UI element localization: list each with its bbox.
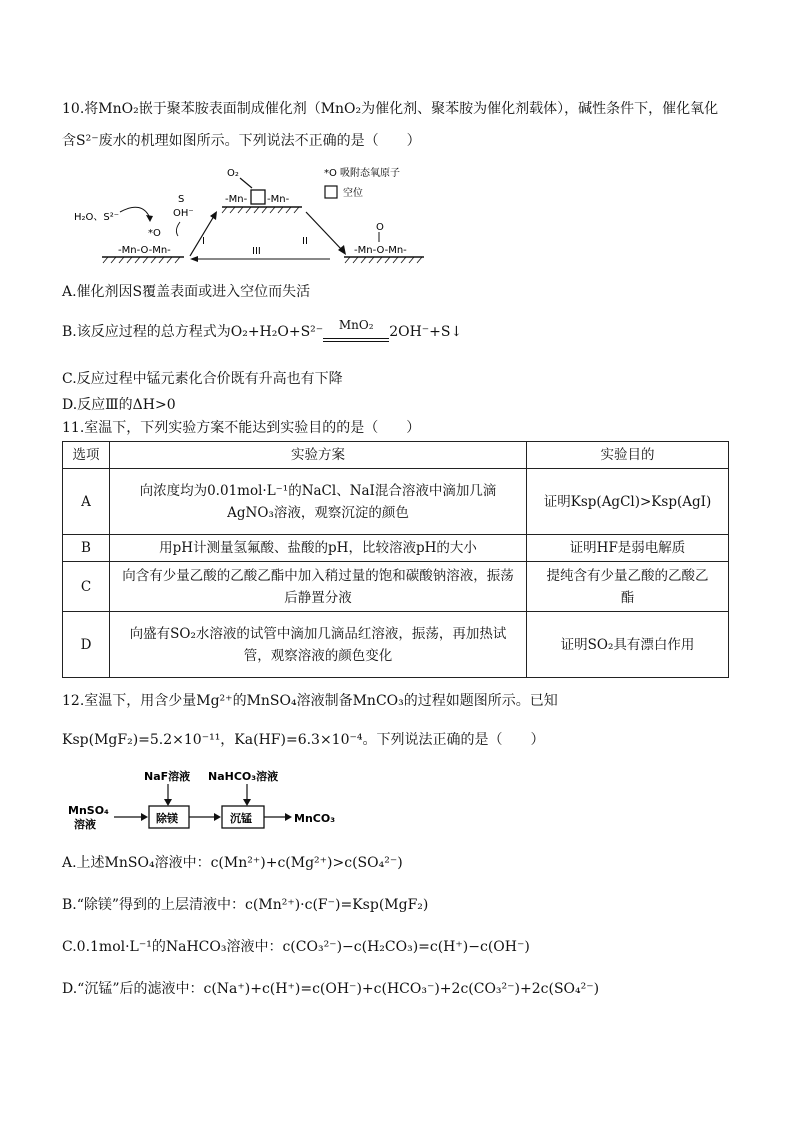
row-d-option: D (63, 612, 110, 678)
header-plan: 实验方案 (110, 442, 527, 469)
table-header-row (63, 442, 729, 469)
q10-o-atom: O (376, 222, 384, 233)
q10-site-right: -Mn-O-Mn- (354, 245, 407, 256)
q10-site-top-left: -Mn- (225, 194, 248, 205)
q12-option-b: B.“除镁”得到的上层清液中：c(Mn²⁺)·c(F⁻)=Ksp(MgF₂) (62, 897, 429, 913)
table-row (63, 562, 729, 612)
q12-box2-label: 沉锰 (230, 812, 252, 825)
row-a-plan-line1: 向浓度均为0.01mol·L⁻¹的NaCl、NaI混合溶液中滴加几滴 (139, 482, 497, 499)
q10-option-b-prefix: B.该反应过程的总方程式为O₂+H₂O+S²⁻ (62, 324, 324, 340)
q12-box1-label: 除镁 (156, 812, 178, 825)
row-c-plan-line1: 向含有少量乙酸的乙酸乙酯中加入稍过量的饱和碳酸钠溶液，振荡 (122, 567, 514, 584)
q10-legend-vacancy-square (325, 186, 337, 198)
q10-stem-line2: 含S²⁻废水的机理如图所示。下列说法不正确的是（ ） (62, 133, 421, 149)
row-a-goal (527, 469, 729, 535)
row-c-goal (527, 562, 729, 612)
header-option: 选项 (63, 442, 110, 469)
q11-experiment-table (62, 441, 729, 678)
q10-option-b-suffix: 2OH⁻+S↓ (389, 324, 463, 340)
q10-stem-line1: 10.将MnO₂嵌于聚苯胺表面制成催化剂（MnO₂为催化剂、聚苯胺为催化剂载体），碱性条件下，催化氧化 (62, 101, 719, 117)
q10-s-label: S (178, 194, 185, 205)
row-a-option: A (63, 469, 110, 535)
table-row (63, 612, 729, 678)
q10-legend-adsorbed: *O 吸附态氧原子 (324, 168, 401, 179)
row-c-plan (110, 562, 527, 612)
q11-stem: 11.室温下，下列实验方案不能达到实验目的的是（ ） (62, 420, 421, 436)
q10-site-top-right: -Mn- (267, 194, 290, 205)
q10-o2-label: O₂ (227, 168, 239, 179)
q10-step3: III (252, 246, 261, 257)
q12-start-line1: MnSO₄ (68, 804, 109, 817)
q12-stem-line1: 12.室温下，用含少量Mg²⁺的MnSO₄溶液制备MnCO₃的过程如题图所示。已知 (62, 693, 558, 709)
q10-option-a: A.催化剂因S覆盖表面或进入空位而失活 (62, 284, 311, 300)
q12-start-line2: 溶液 (74, 818, 96, 831)
q10-step1: I (202, 236, 205, 247)
q12-stem-line2: Ksp(MgF₂)=5.2×10⁻¹¹，Ka(HF)=6.3×10⁻⁴。下列说法正确的是（ ） (62, 732, 545, 748)
table-row (63, 535, 729, 562)
row-b-option: B (63, 535, 110, 562)
q12-reagent2: NaHCO₃溶液 (208, 770, 279, 783)
row-d-plan-line2: 管，观察溶液的颜色变化 (243, 647, 393, 664)
row-c-plan-line2: 后静置分液 (284, 589, 352, 606)
q12-option-d: D.“沉锰”后的滤液中：c(Na⁺)+c(H⁺)=c(OH⁻)+c(HCO₃⁻)+2c(CO₃²⁻)+2c(SO₄²⁻) (62, 981, 600, 997)
row-d-plan-line1: 向盛有SO₂水溶液的试管中滴加几滴品红溶液，振荡，再加热试 (129, 625, 507, 642)
row-c-option: C (63, 562, 110, 612)
q10-reactants: H₂O、S²⁻ (74, 212, 120, 223)
q10-oh-label: OH⁻ (173, 208, 194, 219)
q12-option-a: A.上述MnSO₄溶液中：c(Mn²⁺)+c(Mg²⁺)>c(SO₄²⁻) (62, 855, 403, 871)
q10-site-left: -Mn-O-Mn- (118, 245, 171, 256)
q10-legend-vacancy: 空位 (343, 188, 363, 199)
row-c-goal-line2: 酯 (620, 589, 635, 606)
table-row (63, 469, 729, 535)
q12-product: MnCO₃ (294, 812, 336, 825)
q12-flow-diagram (62, 766, 362, 838)
q10-vacancy-square (251, 190, 265, 204)
row-d-goal: 证明SO₂具有漂白作用 (527, 612, 729, 678)
row-b-goal: 证明HF是弱电解质 (527, 535, 729, 562)
row-c-goal-line1: 提纯含有少量乙酸的乙酸乙 (546, 567, 709, 584)
q10-option-b (62, 318, 463, 342)
row-a-plan (110, 469, 527, 535)
q10-option-d: D.反应Ⅲ的ΔH>0 (62, 397, 176, 413)
q12-option-c: C.0.1mol·L⁻¹的NaHCO₃溶液中：c(CO₃²⁻)−c(H₂CO₃)=c(H⁺)−c(OH⁻) (62, 939, 530, 955)
row-b-plan: 用pH计测量氢氟酸、盐酸的pH，比较溶液pH的大小 (110, 535, 527, 562)
row-d-plan (110, 612, 527, 678)
q10-option-c: C.反应过程中锰元素化合价既有升高也有下降 (62, 371, 343, 387)
q10-star-o: *O (148, 228, 161, 239)
q10-step2: II (302, 236, 308, 247)
q10-option-b-catalyst: MnO₂ (338, 318, 374, 332)
q10-mechanism-diagram (62, 160, 432, 272)
header-goal: 实验目的 (527, 442, 729, 469)
row-a-goal-line1: 证明Ksp(AgCl)>Ksp(AgI) (543, 493, 712, 510)
row-a-plan-line2: AgNO₃溶液，观察沉淀的颜色 (227, 504, 409, 521)
q12-reagent1: NaF溶液 (144, 770, 191, 783)
